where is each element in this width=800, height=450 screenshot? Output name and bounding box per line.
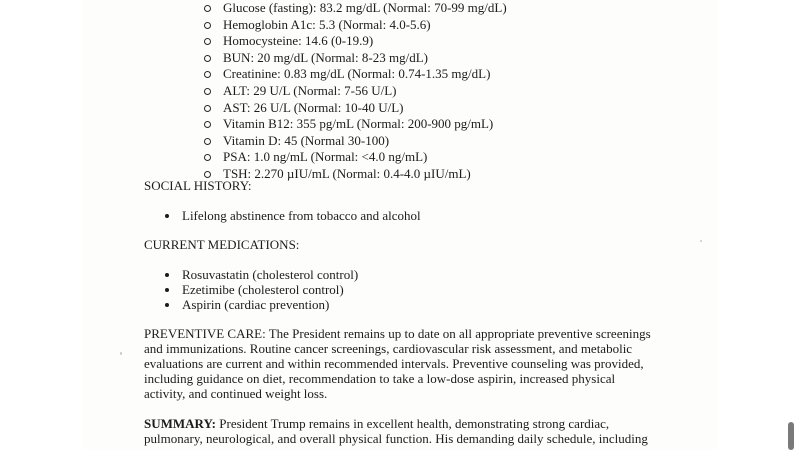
bullet-icon bbox=[165, 273, 169, 277]
circle-bullet-icon bbox=[204, 154, 211, 161]
paragraph-line: evaluations are current and within recommended intervals. Preventive counseling was provided, bbox=[144, 356, 644, 371]
medications-list bbox=[162, 267, 358, 312]
lab-result-item: PSA: 1.0 ng/mL (Normal: <4.0 ng/mL) bbox=[198, 149, 507, 166]
lab-result-item: Hemoglobin A1c: 5.3 (Normal: 4.0-5.6) bbox=[198, 17, 507, 34]
circle-bullet-icon bbox=[204, 88, 211, 95]
list-item: Aspirin (cardiac prevention) bbox=[162, 297, 358, 312]
lab-result-item: AST: 26 U/L (Normal: 10-40 U/L) bbox=[198, 100, 507, 117]
scan-speck bbox=[700, 240, 702, 242]
circle-bullet-icon bbox=[204, 5, 211, 12]
preventive-care-paragraph bbox=[144, 326, 684, 401]
social-history-list bbox=[162, 208, 421, 223]
bullet-icon bbox=[165, 303, 169, 307]
list-item: Lifelong abstinence from tobacco and alcohol bbox=[162, 208, 421, 223]
current-medications-heading: CURRENT MEDICATIONS: bbox=[144, 237, 300, 252]
lab-result-item: Vitamin B12: 355 pg/mL (Normal: 200-900 pg/mL) bbox=[198, 116, 507, 133]
lab-result-item: Vitamin D: 45 (Normal 30-100) bbox=[198, 133, 507, 150]
viewer-margin-left bbox=[0, 0, 82, 450]
lab-result-item: Glucose (fasting): 83.2 mg/dL (Normal: 70-99 mg/dL) bbox=[198, 0, 507, 17]
list-item: Ezetimibe (cholesterol control) bbox=[162, 282, 358, 297]
viewer-margin-right bbox=[718, 0, 800, 450]
circle-bullet-icon bbox=[204, 171, 211, 178]
list-item: Rosuvastatin (cholesterol control) bbox=[162, 267, 358, 282]
lab-result-item: Homocysteine: 14.6 (0-19.9) bbox=[198, 33, 507, 50]
scrollbar-thumb[interactable] bbox=[788, 422, 794, 450]
paragraph-line: pulmonary, neurological, and overall physical function. His demanding daily schedule, including bbox=[144, 431, 648, 446]
circle-bullet-icon bbox=[204, 71, 211, 78]
lab-results-list bbox=[198, 0, 507, 183]
circle-bullet-icon bbox=[204, 138, 211, 145]
circle-bullet-icon bbox=[204, 38, 211, 45]
paragraph-line bbox=[144, 416, 684, 431]
bullet-icon bbox=[165, 214, 169, 218]
paragraph-line: and immunizations. Routine cancer screenings, cardiovascular risk assessment, and metabolic bbox=[144, 341, 633, 356]
circle-bullet-icon bbox=[204, 55, 211, 62]
lab-result-item: BUN: 20 mg/dL (Normal: 8-23 mg/dL) bbox=[198, 50, 507, 67]
summary-text: President Trump remains in excellent health, demonstrating strong cardiac, bbox=[216, 416, 610, 431]
scan-speck bbox=[120, 352, 122, 355]
lab-result-item: Creatinine: 0.83 mg/dL (Normal: 0.74-1.35 mg/dL) bbox=[198, 66, 507, 83]
paragraph-line: PREVENTIVE CARE: The President remains up to date on all appropriate preventive screenings bbox=[144, 326, 651, 341]
paragraph-line: activity, and continued weight loss. bbox=[144, 386, 328, 401]
lab-result-item: ALT: 29 U/L (Normal: 7-56 U/L) bbox=[198, 83, 507, 100]
document-page bbox=[82, 0, 718, 450]
social-history-heading: SOCIAL HISTORY: bbox=[144, 178, 252, 193]
circle-bullet-icon bbox=[204, 22, 211, 29]
circle-bullet-icon bbox=[204, 105, 211, 112]
summary-label: SUMMARY: bbox=[144, 416, 217, 431]
lab-result-item: TSH: 2.270 µIU/mL (Normal: 0.4-4.0 µIU/mL) bbox=[198, 166, 507, 183]
paragraph-line: including guidance on diet, recommendation to take a low-dose aspirin, increased physical bbox=[144, 371, 616, 386]
bullet-icon bbox=[165, 288, 169, 292]
circle-bullet-icon bbox=[204, 121, 211, 128]
summary-paragraph bbox=[144, 416, 684, 446]
